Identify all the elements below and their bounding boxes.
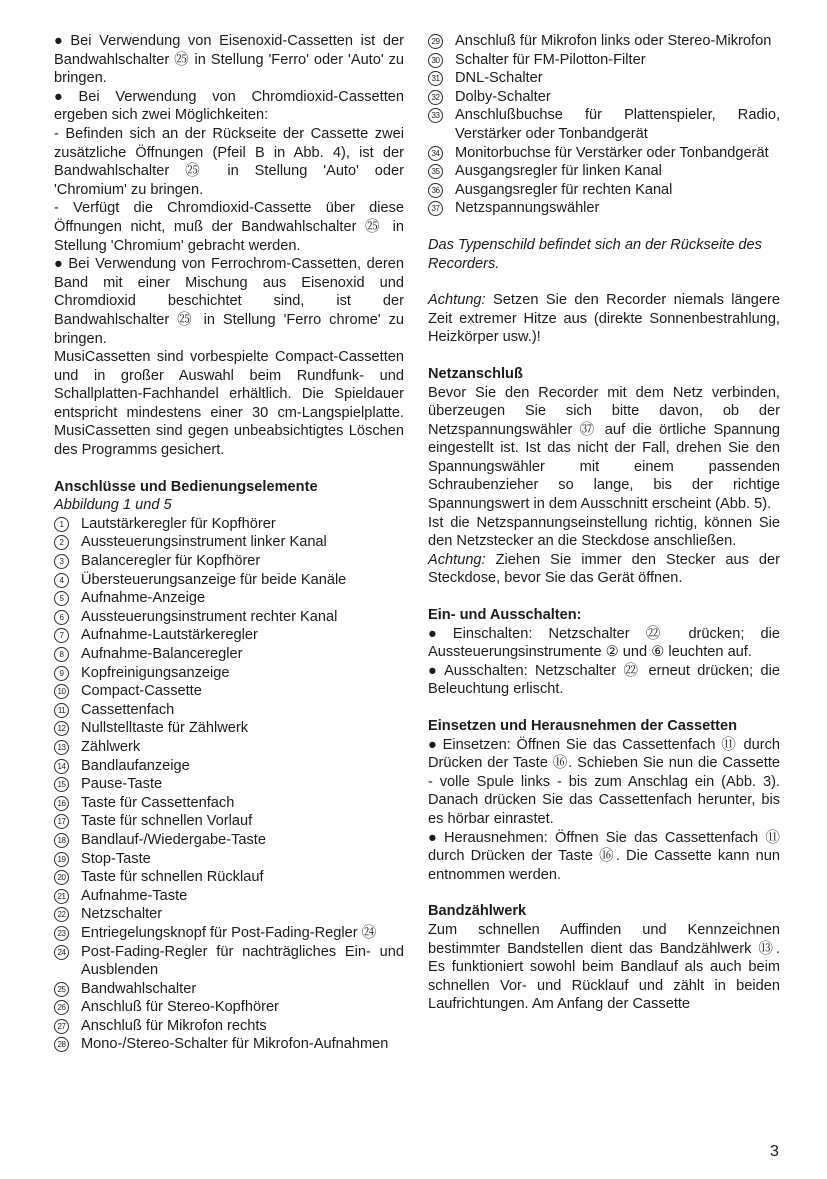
control-item: [54, 1017, 404, 1036]
control-label: Zählwerk: [81, 738, 141, 755]
control-item: [54, 626, 404, 645]
control-label: Dolby-Schalter: [455, 88, 551, 105]
circled-number-icon: 26: [54, 1000, 69, 1015]
circled-number-icon: 37: [428, 201, 443, 216]
control-label: Taste für schnellen Vorlauf: [81, 813, 253, 830]
control-item: [54, 645, 404, 664]
circled-number-icon: 23: [54, 926, 69, 941]
control-label: Aufnahme-Balanceregler: [81, 646, 243, 662]
control-label: Cassettenfach: [81, 701, 175, 718]
control-item: [54, 738, 404, 757]
circled-number-icon: 17: [54, 814, 69, 829]
circled-number-icon: 2: [54, 535, 69, 550]
control-label: Bandwahlschalter: [81, 980, 197, 997]
control-item: [428, 199, 780, 218]
control-label: Aussteuerungsinstrument rechter Kanal: [81, 608, 338, 625]
control-label: Taste für Cassettenfach: [81, 794, 235, 811]
circled-number-icon: 35: [428, 164, 443, 179]
netzanschluss-heading: Netzanschluß: [428, 365, 523, 382]
control-item: [54, 664, 404, 683]
control-item: [428, 162, 780, 181]
netzanschluss-paragraph-1: Bevor Sie den Recorder mit dem Netz verbinden, überzeugen Sie sich bitte davon, ob der Netzspannungswähler ㊲ auf die örtliche Spannung eingestellt ist. Ist das nicht der Fall, drehen Sie den Spannungswähler mit einem passenden Schraubenzieher so lange, bis der richtige Spannungswert in dem Ausschnitt erscheint (Abb. 5).: [428, 384, 780, 513]
bandzaehlwerk-heading: Bandzählwerk: [428, 903, 527, 920]
right-column: [428, 32, 780, 1014]
circled-number-icon: 30: [428, 53, 443, 68]
circled-number-icon: 5: [54, 591, 69, 606]
control-item: [54, 571, 404, 590]
circled-number-icon: 16: [54, 796, 69, 811]
cassetten-heading: Einsetzen und Herausnehmen der Cassetten: [428, 718, 737, 734]
circled-number-icon: 9: [54, 666, 69, 681]
control-label: Kopfreinigungsanzeige: [81, 664, 230, 681]
control-label: Balanceregler für Kopfhörer: [81, 553, 261, 570]
control-label: Nullstelltaste für Zählwerk: [81, 720, 249, 737]
control-item: [54, 980, 404, 999]
anschluesse-heading: Anschlüsse und Bedienungselemente: [54, 478, 318, 495]
circled-number-icon: 4: [54, 573, 69, 588]
control-label: Stop-Taste: [81, 850, 151, 867]
control-label: Netzspannungswähler: [455, 200, 600, 217]
control-item: [54, 924, 404, 943]
control-item: [54, 682, 404, 701]
circled-number-icon: 21: [54, 889, 69, 904]
circled-number-icon: 27: [54, 1019, 69, 1034]
control-label: Mono-/Stereo-Schalter für Mikrofon-Aufnahmen: [81, 1036, 389, 1053]
left-column: [54, 32, 404, 1054]
circled-number-icon: 10: [54, 684, 69, 699]
control-item: [54, 905, 404, 924]
achtung-label: Achtung:: [428, 292, 486, 309]
abbildung-caption: Abbildung 1 und 5: [54, 497, 172, 514]
control-label: Aufnahme-Anzeige: [81, 590, 206, 607]
einsetzen-text: Einsetzen: Öffnen Sie das Cassettenfach ⑪ durch Drücken der Taste ⑯. Schieben Sie nun die Cassette - volle Spule links - bis zum Anschlag ein (Abb. 3). Danach drücken Sie das Cassettenfach herunter, bis es hörbar einrastet.: [428, 736, 780, 827]
circled-number-icon: 24: [54, 945, 69, 960]
control-item: [54, 589, 404, 608]
circled-number-icon: 14: [54, 759, 69, 774]
circled-number-icon: 31: [428, 71, 443, 86]
control-item: [428, 88, 780, 107]
circled-number-icon: 7: [54, 628, 69, 643]
circled-number-icon: 1: [54, 517, 69, 532]
control-label: Taste für schnellen Rücklauf: [81, 869, 264, 886]
achtung-heat-paragraph: [428, 291, 780, 347]
control-item: [428, 32, 780, 51]
einsetzen-paragraph: [428, 736, 780, 829]
bullet-icon: ●: [428, 625, 449, 642]
bullet-icon: ●: [54, 33, 67, 49]
ferrochrom-paragraph: [54, 255, 404, 348]
control-label: Pause-Taste: [81, 776, 163, 793]
control-label: Anschluß für Stereo-Kopfhörer: [81, 999, 279, 1016]
control-label: Bandlaufanzeige: [81, 757, 190, 774]
circled-number-icon: 20: [54, 870, 69, 885]
herausnehmen-paragraph: [428, 829, 780, 885]
circled-number-icon: 34: [428, 146, 443, 161]
chrom-option-1: - Befinden sich an der Rückseite der Cassette zwei zusätzliche Öffnungen (Pfeil B in Abb. 4), ist der Bandwahlschalter ㉕ in Stellung 'Auto' oder 'Chromium' zu bringen.: [54, 125, 404, 198]
circled-number-icon: 29: [428, 34, 443, 49]
control-label: Anschlußbuchse für Plattenspieler, Radio, Verstärker oder Tonbandgerät: [455, 107, 780, 142]
herausnehmen-text: Herausnehmen: Öffnen Sie das Cassettenfach ⑪ durch Drücken der Taste ⑯. Die Cassette kann nun entnommen werden.: [428, 829, 780, 883]
control-item: [428, 69, 780, 88]
circled-number-icon: 25: [54, 982, 69, 997]
control-label: Anschluß für Mikrofon rechts: [81, 1017, 267, 1034]
control-item: [54, 533, 404, 552]
achtung-label: Achtung:: [428, 551, 486, 568]
controls-list-right: [428, 32, 780, 218]
circled-number-icon: 3: [54, 554, 69, 569]
circled-number-icon: 6: [54, 610, 69, 625]
control-item: [54, 608, 404, 627]
control-label: Aufnahme-Lautstärkeregler: [81, 627, 258, 644]
ausschalten-paragraph: [428, 662, 780, 699]
control-label: Bandlauf-/Wiedergabe-Taste: [81, 831, 266, 848]
control-item: [54, 850, 404, 869]
circled-number-icon: 11: [54, 703, 69, 718]
bullet-icon: ●: [428, 662, 441, 679]
circled-number-icon: 36: [428, 183, 443, 198]
control-item: [428, 144, 780, 163]
control-item: [54, 812, 404, 831]
musicassetten-paragraph: MusiCassetten sind vorbespielte Compact-Cassetten und in großer Auswahl beim Rundfunk- und Schallplatten-Fachhandel erhältlich. Die Spieldauer entspricht mindestens einer 30 cm-Langspielplatte. MusiCassetten sind gegen unbeabsichtigtes Löschen des Programms gesichert.: [54, 349, 404, 459]
control-item: [54, 887, 404, 906]
achtung-text: Setzen Sie den Recorder niemals längere Zeit extremer Hitze aus (direkte Sonnenbestrahlung, Heizkörper usw.)!: [428, 292, 780, 346]
control-item: [428, 106, 780, 143]
control-item: [54, 757, 404, 776]
circled-number-icon: 12: [54, 721, 69, 736]
circled-number-icon: 22: [54, 907, 69, 922]
control-item: [54, 775, 404, 794]
control-item: [54, 515, 404, 534]
ferro-paragraph: [54, 32, 404, 88]
chrom-paragraph: [54, 88, 404, 125]
ausschalten-text: Ausschalten: Netzschalter ㉒ erneut drücken; die Beleuchtung erlischt.: [428, 662, 780, 698]
control-item: [54, 1035, 404, 1054]
chrom-option-2: - Verfügt die Chromdioxid-Cassette über diese Öffnungen nicht, muß der Bandwahlschalter ㉕ in Stellung 'Chromium' gebracht werden.: [54, 200, 404, 254]
control-item: [428, 181, 780, 200]
einschalten-text: Einschalten: Netzschalter ㉒ drücken; die Aussteuerungsinstrumente ② und ⑥ leuchten auf.: [428, 625, 780, 661]
bullet-icon: ●: [54, 256, 65, 273]
control-label: DNL-Schalter: [455, 70, 543, 87]
control-label: Schalter für FM-Pilotton-Filter: [455, 51, 646, 68]
control-label: Post-Fading-Regler für nachträgliches Ein- und Ausblenden: [81, 943, 404, 979]
achtung-plug-paragraph: [428, 551, 780, 588]
circled-number-icon: 8: [54, 647, 69, 662]
control-label: Monitorbuchse für Verstärker oder Tonbandgerät: [455, 144, 769, 161]
circled-number-icon: 15: [54, 777, 69, 792]
control-label: Übersteuerungsanzeige für beide Kanäle: [81, 571, 347, 588]
control-item: [54, 794, 404, 813]
control-label: Aufnahme-Taste: [81, 887, 188, 904]
bullet-icon: ●: [54, 88, 75, 105]
control-item: [54, 831, 404, 850]
control-label: Entriegelungsknopf für Post-Fading-Regler ㉔: [81, 924, 377, 941]
bullet-icon: ●: [428, 736, 439, 753]
bandzaehlwerk-paragraph: Zum schnellen Auffinden und Kennzeichnen bestimmter Bandstellen dient das Bandzählwerk ⑬. Es funktioniert sowohl beim Bandlauf als auch beim schnellen Vor- und Rücklauf und zählt in beiden Laufrichtungen. Am Anfang der Cassette: [428, 921, 780, 1013]
controls-list-left: [54, 515, 404, 1054]
control-item: [54, 719, 404, 738]
circled-number-icon: 28: [54, 1037, 69, 1052]
netzanschluss-paragraph-2: Ist die Netzspannungseinstellung richtig, können Sie den Netzstecker an die Steckdose anschließen.: [428, 514, 780, 550]
control-label: Ausgangsregler für rechten Kanal: [455, 181, 673, 198]
control-label: Compact-Cassette: [81, 683, 202, 700]
circled-number-icon: 19: [54, 852, 69, 867]
control-item: [54, 868, 404, 887]
page-number: 3: [770, 1143, 779, 1160]
ferrochrom-text: Bei Verwendung von Ferrochrom-Cassetten, deren Band mit einer Mischung aus Eisenoxid und Chromdioxid beschichtet sind, ist der Bandwahlschalter ㉕ in Stellung 'Ferro chrome' zu bringen.: [54, 256, 404, 347]
control-item: [428, 51, 780, 70]
achtung-text: Ziehen Sie immer den Stecker aus der Steckdose, bevor Sie das Gerät öffnen.: [428, 551, 780, 587]
control-label: Lautstärkeregler für Kopfhörer: [81, 515, 276, 532]
control-label: Ausgangsregler für linken Kanal: [455, 163, 662, 180]
control-label: Anschluß für Mikrofon links oder Stereo-Mikrofon: [455, 33, 772, 49]
ferro-text: Bei Verwendung von Eisenoxid-Cassetten ist der Bandwahlschalter ㉕ in Stellung 'Ferro' oder 'Auto' zu bringen.: [54, 33, 404, 87]
control-label: Netzschalter: [81, 906, 163, 923]
control-item: [54, 998, 404, 1017]
control-label: Aussteuerungsinstrument linker Kanal: [81, 534, 327, 551]
typenschild-note: Das Typenschild befindet sich an der Rückseite des Recorders.: [428, 236, 762, 272]
einschalten-paragraph: [428, 625, 780, 662]
chrom-text: Bei Verwendung von Chromdioxid-Cassetten ergeben sich zwei Möglichkeiten:: [54, 88, 404, 124]
circled-number-icon: 18: [54, 833, 69, 848]
bullet-icon: ●: [428, 829, 440, 846]
circled-number-icon: 32: [428, 90, 443, 105]
control-item: [54, 701, 404, 720]
ein-ausschalten-heading: Ein- und Ausschalten:: [428, 607, 582, 624]
control-item: [54, 552, 404, 571]
circled-number-icon: 33: [428, 108, 443, 123]
control-item: [54, 943, 404, 980]
circled-number-icon: 13: [54, 740, 69, 755]
